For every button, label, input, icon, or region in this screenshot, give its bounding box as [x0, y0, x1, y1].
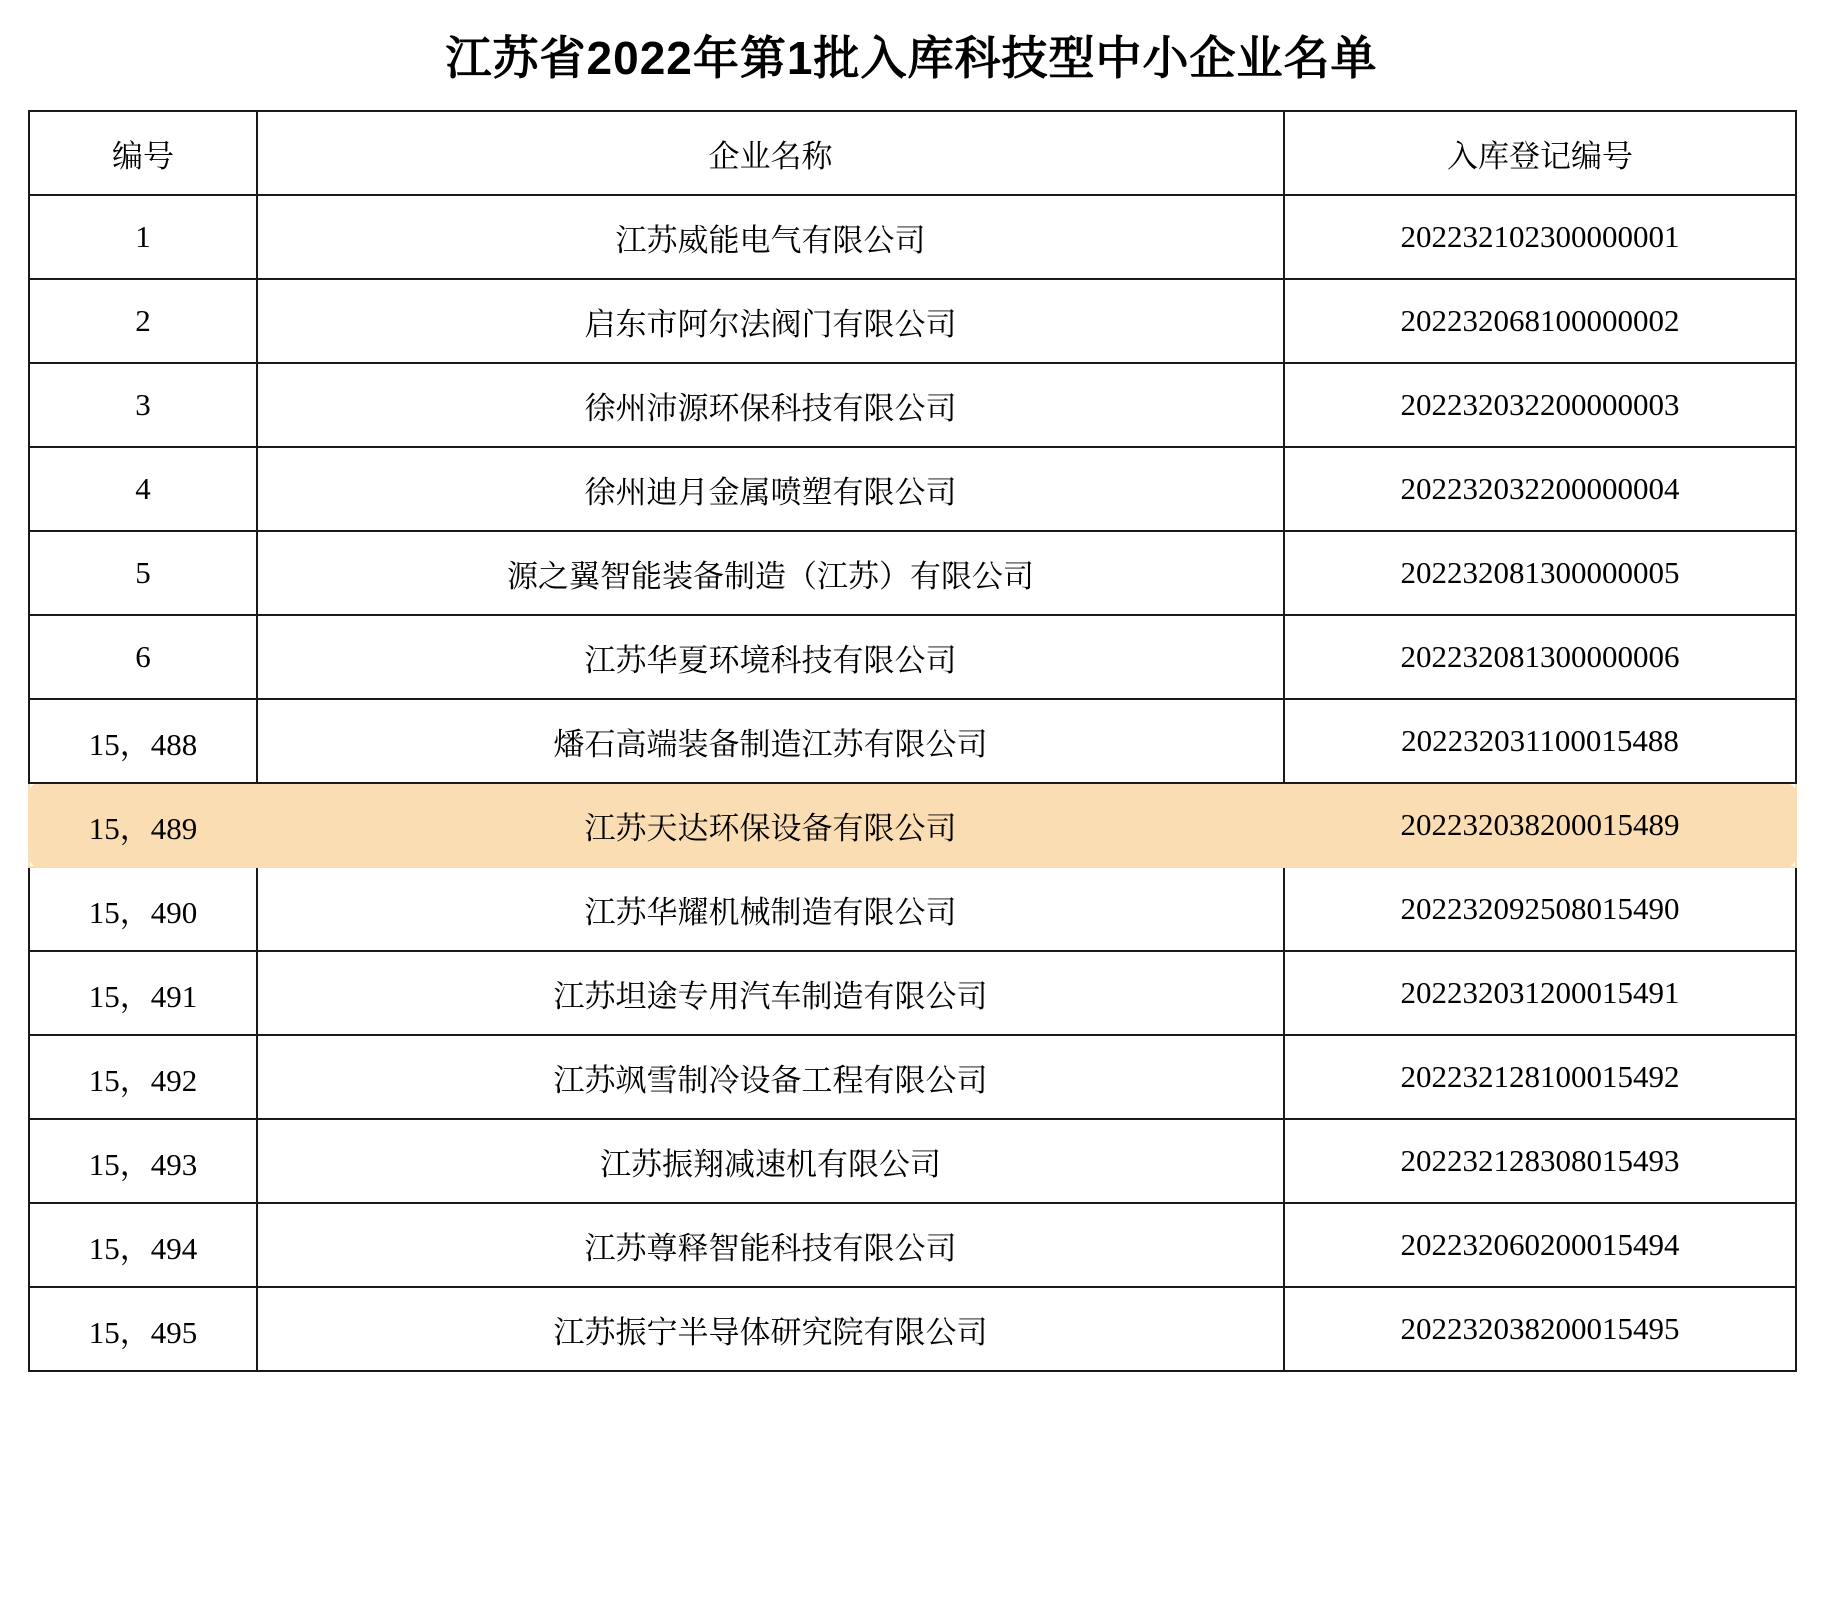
cell-no: 15，492	[29, 1035, 257, 1119]
cell-code: 202232032200000004	[1284, 447, 1796, 531]
cell-no: 3	[29, 363, 257, 447]
cell-no: 5	[29, 531, 257, 615]
table-row	[29, 615, 1796, 699]
table-row	[29, 867, 1796, 951]
cell-no: 15，491	[29, 951, 257, 1035]
cell-no: 15，488	[29, 699, 257, 783]
column-header-name: 企业名称	[257, 111, 1284, 195]
cell-name: 江苏坦途专用汽车制造有限公司	[257, 951, 1284, 1035]
cell-no: 4	[29, 447, 257, 531]
table-header-row	[29, 111, 1796, 195]
table-row-highlighted	[29, 783, 1796, 867]
cell-name: 徐州沛源环保科技有限公司	[257, 363, 1284, 447]
table-row	[29, 363, 1796, 447]
cell-no: 15，489	[29, 783, 257, 867]
cell-no: 15，490	[29, 867, 257, 951]
cell-code: 202232032200000003	[1284, 363, 1796, 447]
cell-name: 江苏天达环保设备有限公司	[257, 783, 1284, 867]
cell-name: 燔石高端装备制造江苏有限公司	[257, 699, 1284, 783]
cell-name: 源之翼智能装备制造（江苏）有限公司	[257, 531, 1284, 615]
cell-no: 1	[29, 195, 257, 279]
column-header-code: 入库登记编号	[1284, 111, 1796, 195]
cell-name: 江苏尊释智能科技有限公司	[257, 1203, 1284, 1287]
cell-code: 202232081300000006	[1284, 615, 1796, 699]
table-row	[29, 195, 1796, 279]
table-header	[29, 111, 1796, 195]
cell-code: 202232128308015493	[1284, 1119, 1796, 1203]
cell-name: 江苏飒雪制冷设备工程有限公司	[257, 1035, 1284, 1119]
cell-code: 202232128100015492	[1284, 1035, 1796, 1119]
cell-code: 202232081300000005	[1284, 531, 1796, 615]
cell-code: 202232092508015490	[1284, 867, 1796, 951]
cell-no: 6	[29, 615, 257, 699]
table-row	[29, 699, 1796, 783]
page-title: 江苏省2022年第1批入库科技型中小企业名单	[445, 32, 1378, 84]
cell-name: 江苏振翔减速机有限公司	[257, 1119, 1284, 1203]
cell-no: 15，495	[29, 1287, 257, 1371]
table-row	[29, 1203, 1796, 1287]
cell-no: 15，494	[29, 1203, 257, 1287]
table-body	[29, 195, 1796, 1371]
cell-name: 江苏威能电气有限公司	[257, 195, 1284, 279]
cell-name: 江苏华耀机械制造有限公司	[257, 867, 1284, 951]
table-container	[0, 110, 1823, 1372]
cell-code: 202232060200015494	[1284, 1203, 1796, 1287]
table-row	[29, 1119, 1796, 1203]
cell-code: 202232031200015491	[1284, 951, 1796, 1035]
cell-name: 江苏华夏环境科技有限公司	[257, 615, 1284, 699]
cell-name: 江苏振宁半导体研究院有限公司	[257, 1287, 1284, 1371]
cell-code: 202232031100015488	[1284, 699, 1796, 783]
table-row	[29, 1287, 1796, 1371]
cell-no: 15，493	[29, 1119, 257, 1203]
cell-name: 徐州迪月金属喷塑有限公司	[257, 447, 1284, 531]
cell-code: 202232038200015495	[1284, 1287, 1796, 1371]
table-row	[29, 951, 1796, 1035]
cell-code: 202232038200015489	[1284, 783, 1796, 867]
cell-code: 202232068100000002	[1284, 279, 1796, 363]
cell-code: 202232102300000001	[1284, 195, 1796, 279]
cell-name: 启东市阿尔法阀门有限公司	[257, 279, 1284, 363]
enterprise-list-table	[28, 110, 1797, 1372]
table-row	[29, 531, 1796, 615]
table-row	[29, 1035, 1796, 1119]
table-row	[29, 279, 1796, 363]
table-row	[29, 447, 1796, 531]
cell-no: 2	[29, 279, 257, 363]
column-header-no: 编号	[29, 111, 257, 195]
